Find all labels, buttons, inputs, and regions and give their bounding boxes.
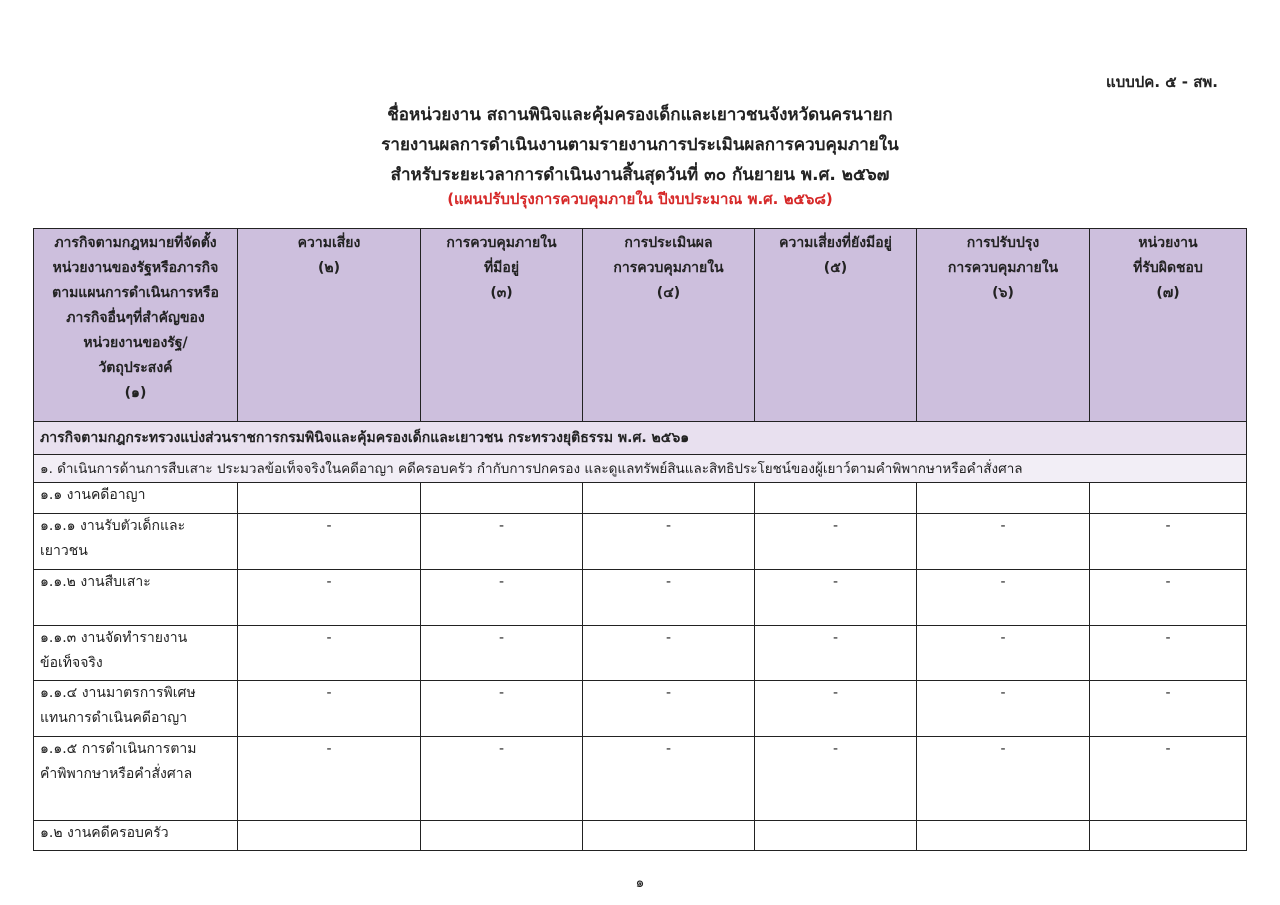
cell-improvement: - (917, 514, 1090, 570)
cell-evaluation (583, 483, 755, 514)
cell-evaluation (583, 821, 755, 851)
table-header-row (34, 229, 1247, 422)
cell-remaining-risk: - (755, 681, 917, 737)
cell-responsible-unit (1090, 483, 1247, 514)
cell-responsible-unit: - (1090, 737, 1247, 821)
cell-risk: - (238, 514, 421, 570)
page-number: ๑ (635, 875, 645, 891)
cell-existing-control: - (421, 626, 583, 681)
cell-improvement: - (917, 737, 1090, 821)
sub-section-row (34, 455, 1247, 483)
cell-existing-control: - (421, 514, 583, 570)
cell-existing-control (421, 483, 583, 514)
cell-responsible-unit (1090, 821, 1247, 851)
table-row (34, 737, 1247, 821)
cell-remaining-risk: - (755, 570, 917, 626)
cell-evaluation: - (583, 626, 755, 681)
row-label: ๑.๑ งานคดีอาญา (34, 483, 238, 514)
cell-existing-control: - (421, 681, 583, 737)
col-header-remaining-risk: ความเสี่ยงที่ยังมีอยู่ (๕) (755, 229, 917, 422)
cell-remaining-risk (755, 821, 917, 851)
col-header-responsible-unit: หน่วยงาน ที่รับผิดชอบ (๗) (1090, 229, 1247, 422)
cell-evaluation: - (583, 514, 755, 570)
sub-section-title: ๑. ดำเนินการด้านการสืบเสาะ ประมวลข้อเท็จจริงในคดีอาญา คดีครอบครัว กำกับการปกครอง และดูแลทรัพย์สินและสิทธิประโยชน์ของผู้เยาว์ตามคำพิพากษาหรือคำสั่งศาล (34, 455, 1247, 483)
plan-subtitle: (แผนปรับปรุงการควบคุมภายใน ปีงบประมาณ พ.ศ. ๒๕๖๘) (447, 190, 833, 208)
cell-risk: - (238, 681, 421, 737)
row-label: ๑.๑.๓ งานจัดทำรายงาน ข้อเท็จจริง (34, 626, 238, 681)
cell-evaluation: - (583, 681, 755, 737)
col-header-control-evaluation: การประเมินผล การควบคุมภายใน (๔) (583, 229, 755, 422)
cell-remaining-risk (755, 483, 917, 514)
cell-risk: - (238, 737, 421, 821)
cell-evaluation: - (583, 570, 755, 626)
cell-existing-control: - (421, 570, 583, 626)
row-label: ๑.๑.๒ งานสืบเสาะ (34, 570, 238, 626)
cell-responsible-unit: - (1090, 570, 1247, 626)
row-label: ๑.๑.๑ งานรับตัวเด็กและ เยาวชน (34, 514, 238, 570)
cell-improvement: - (917, 570, 1090, 626)
cell-existing-control (421, 821, 583, 851)
cell-responsible-unit: - (1090, 681, 1247, 737)
cell-risk: - (238, 570, 421, 626)
section-title: ภารกิจตามกฎกระทรวงแบ่งส่วนราชการกรมพินิจและคุ้มครองเด็กและเยาวชน กระทรวงยุติธรรม พ.ศ. ๒๕๖๑ (34, 422, 1247, 455)
cell-risk (238, 483, 421, 514)
agency-title: ชื่อหน่วยงาน สถานพินิจและคุ้มครองเด็กและเยาวชนจังหวัดนครนายก (387, 105, 893, 125)
cell-improvement (917, 821, 1090, 851)
table-row (34, 681, 1247, 737)
table-row (34, 570, 1247, 626)
report-title: รายงานผลการดำเนินงานตามรายงานการประเมินผลการควบคุมภายใน (381, 135, 899, 155)
internal-control-report-table (33, 228, 1247, 851)
cell-improvement (917, 483, 1090, 514)
col-header-control-improvement: การปรับปรุง การควบคุมภายใน (๖) (917, 229, 1090, 422)
col-header-risk: ความเสี่ยง (๒) (238, 229, 421, 422)
table-row (34, 514, 1247, 570)
cell-evaluation: - (583, 737, 755, 821)
section-row (34, 422, 1247, 455)
table-row (34, 483, 1247, 514)
cell-improvement: - (917, 681, 1090, 737)
col-header-mission: ภารกิจตามกฎหมายที่จัดตั้ง หน่วยงานของรัฐหรือภารกิจ ตามแผนการดำเนินการหรือ ภารกิจอื่นๆที่สำคัญของ หน่วยงานของรัฐ/ วัตถุประสงค์ (๑) (34, 229, 238, 422)
cell-responsible-unit: - (1090, 514, 1247, 570)
row-label: ๑.๑.๔ งานมาตรการพิเศษ แทนการดำเนินคดีอาญา (34, 681, 238, 737)
cell-risk: - (238, 626, 421, 681)
cell-existing-control: - (421, 737, 583, 821)
row-label: ๑.๒ งานคดีครอบครัว (34, 821, 238, 851)
cell-improvement: - (917, 626, 1090, 681)
cell-remaining-risk: - (755, 737, 917, 821)
report-period: สำหรับระยะเวลาการดำเนินงานสิ้นสุดวันที่ ๓๐ กันยายน พ.ศ. ๒๕๖๗ (390, 165, 890, 185)
cell-remaining-risk: - (755, 514, 917, 570)
row-label: ๑.๑.๕ การดำเนินการตาม คำพิพากษาหรือคำสั่งศาล (34, 737, 238, 821)
cell-responsible-unit: - (1090, 626, 1247, 681)
table-row (34, 821, 1247, 851)
cell-remaining-risk: - (755, 626, 917, 681)
col-header-existing-control: การควบคุมภายใน ที่มีอยู่ (๓) (421, 229, 583, 422)
table-row (34, 626, 1247, 681)
form-code: แบบปค. ๕ - สพ. (1106, 73, 1218, 91)
cell-risk (238, 821, 421, 851)
report-header (0, 100, 1280, 210)
